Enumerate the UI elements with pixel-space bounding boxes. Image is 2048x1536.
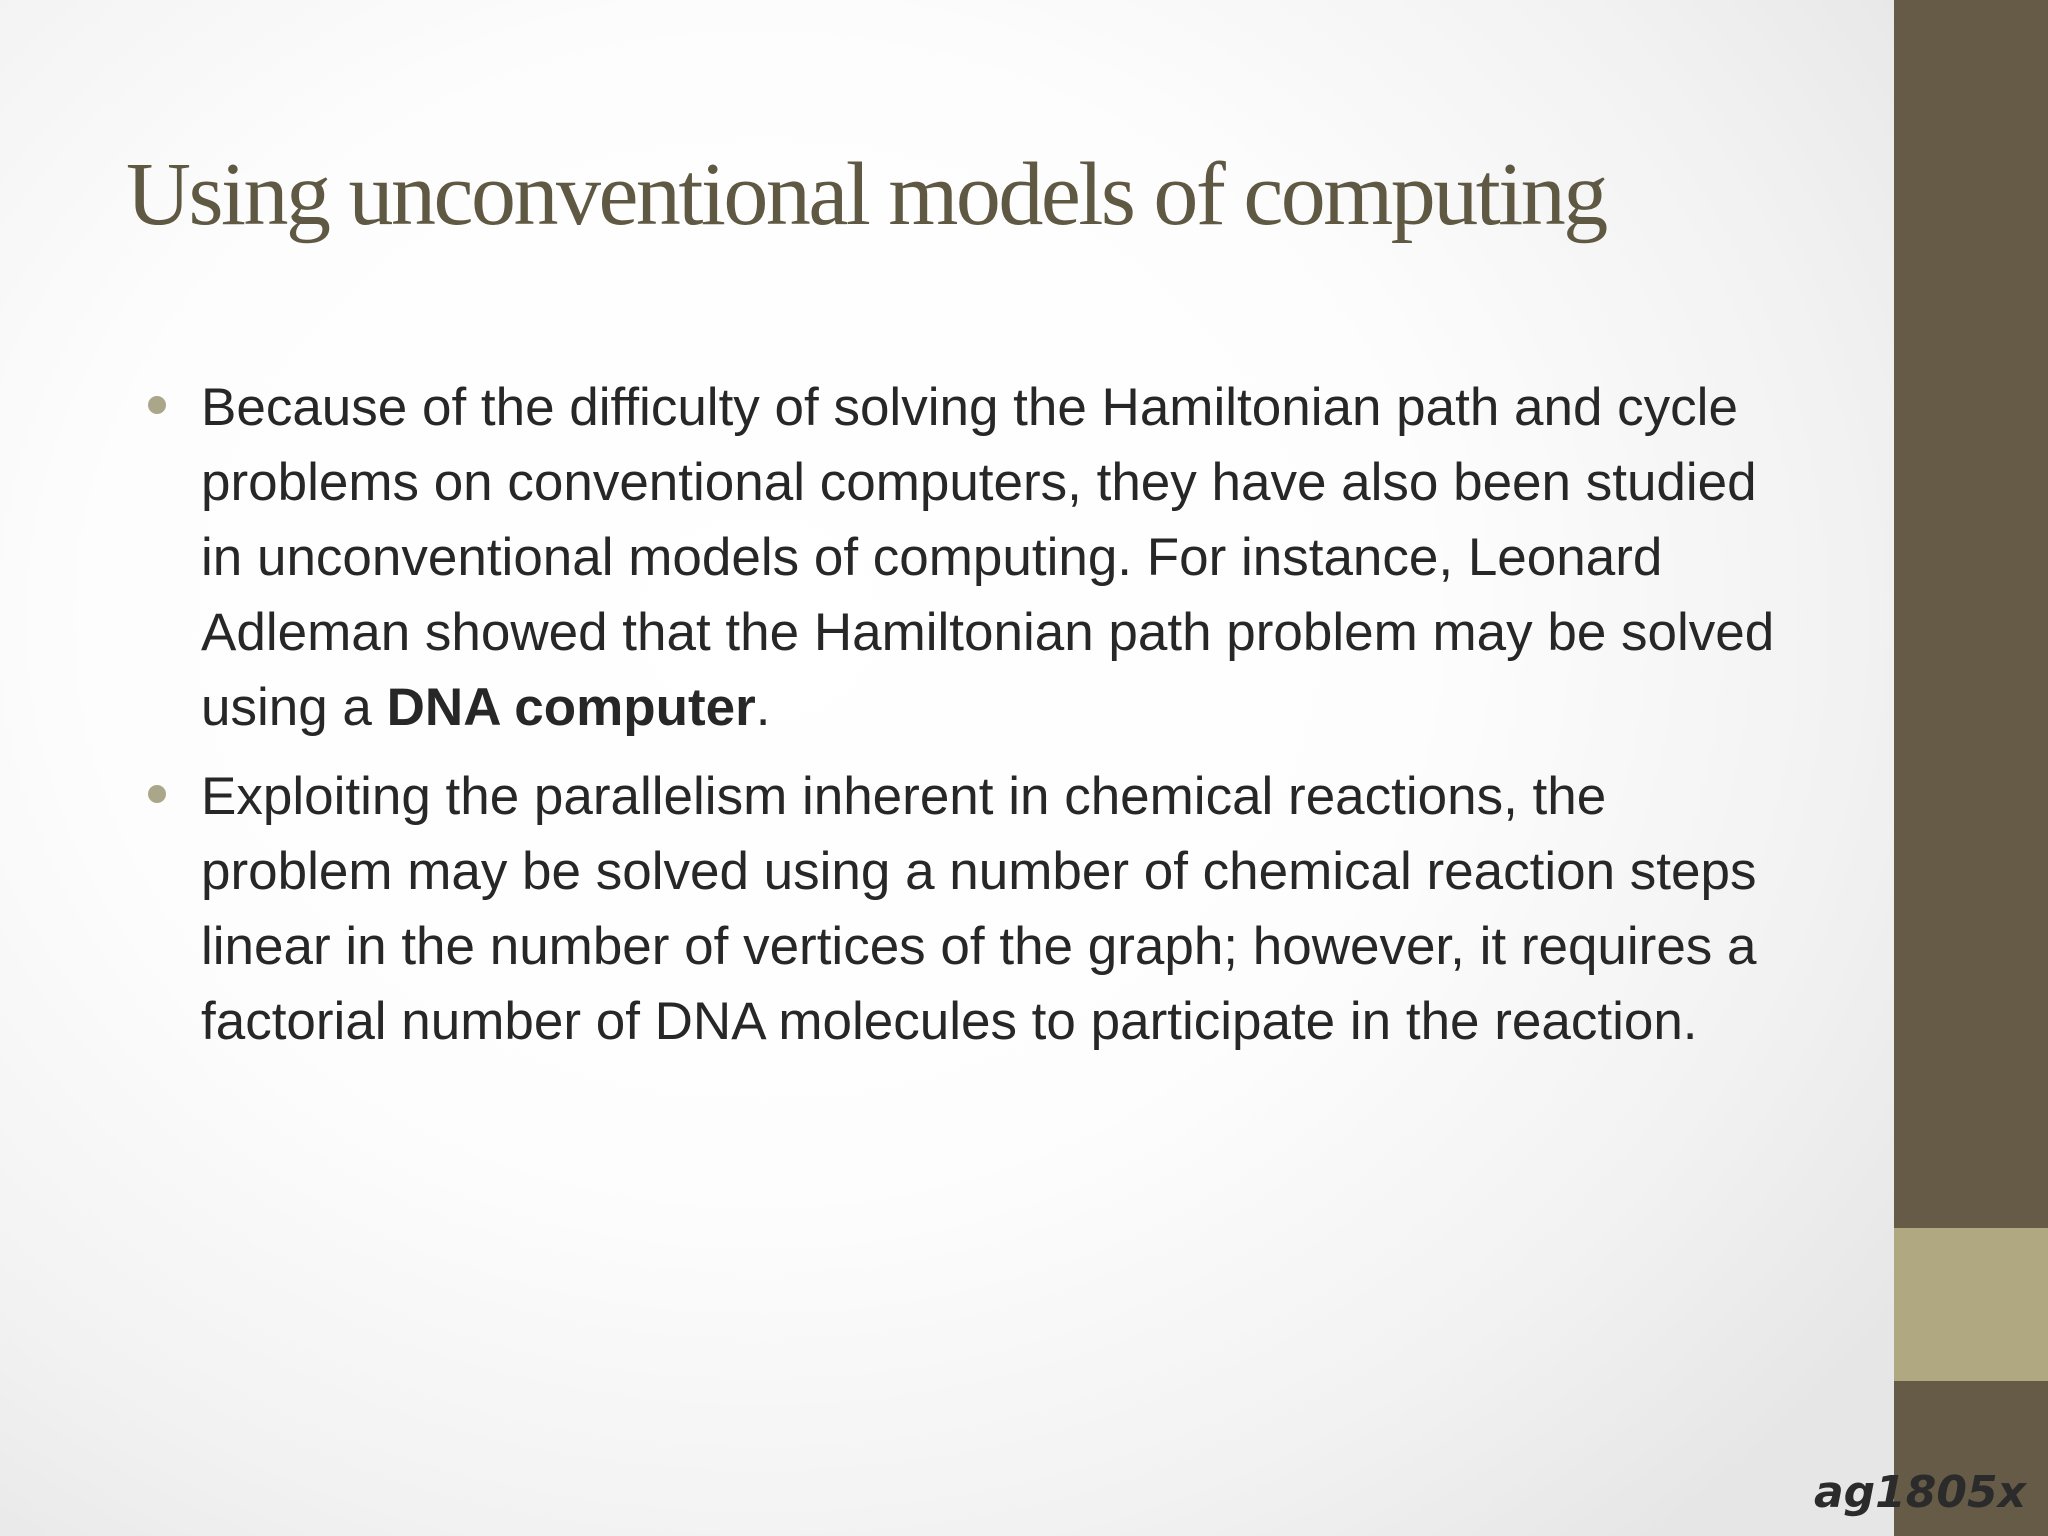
bullet-item-chemical-reactions — [140, 759, 1800, 1059]
bullet-dot-icon — [148, 785, 166, 803]
bullet-text-end: . — [755, 678, 771, 737]
bullet-text: Because of the difficulty of solving the Hamiltonian path and cycle problems on conventional computers, they have also been studied in unconventional models of computing. For instance, Leonard Adleman showed that the Hamiltonian path problem may be solved using a — [201, 378, 1775, 737]
bullet-item-dna-computer — [140, 370, 1800, 745]
sidebar-accent-block — [1894, 1228, 2048, 1381]
slide-title: Using unconventional models of computing — [126, 145, 1606, 244]
bullet-text: Exploiting the parallelism inherent in chemical reactions, the problem may be solved using a number of chemical reaction steps linear in the number of vertices of the graph; however, it requires a factorial number of DNA molecules to participate in the reaction. — [201, 767, 1757, 1051]
bullet-dot-icon — [148, 396, 166, 414]
watermark-text: ag1805x — [1813, 1467, 2026, 1518]
bullet-list — [140, 370, 1800, 1073]
bullet-bold-term: DNA computer — [386, 678, 756, 737]
